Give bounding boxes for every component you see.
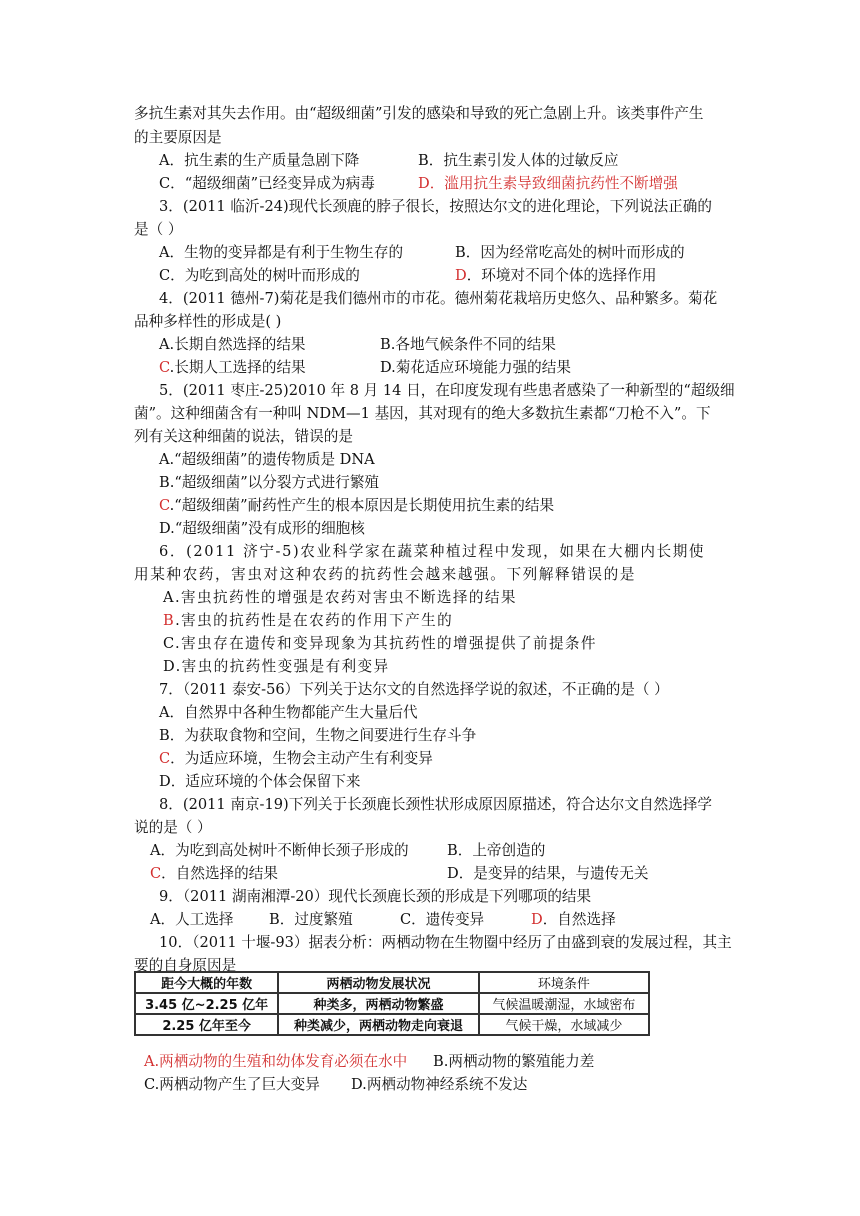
amphibian-development-table	[134, 971, 650, 1036]
q8-option-d: D．是变异的结果，与遗传无关	[447, 865, 649, 882]
intro-option-a: A．抗生素的生产质量急剧下降	[159, 152, 360, 169]
q6-stem-line-2: 用某种农药，害虫对这种农药的抗药性会越来越强。下列解释错误的是	[134, 566, 637, 583]
intro-stem-line-2: 的主要原因是	[134, 129, 222, 146]
q6-option-d: D.害虫的抗药性变强是有利变异	[163, 658, 390, 675]
q6-answer-letter: B	[163, 612, 176, 629]
q8-option-a: A．为吃到高处树叶不断伸长颈子形成的	[150, 842, 409, 859]
intro-stem-line-1: 多抗生素对其失去作用。由“超级细菌”引发的感染和导致的死亡急剧上升。该类事件产生	[134, 105, 704, 122]
intro-option-d-answer: D．滥用抗生素导致细菌抗药性不断增强	[418, 175, 678, 192]
table-header-cell: 环境条件	[479, 972, 649, 993]
q5-option-a: A.“超级细菌”的遗传物质是 DNA	[159, 451, 375, 468]
table-row	[135, 1014, 649, 1035]
q6-stem-line-1: 6．(2011 济宁-5)农业科学家在蔬菜种植过程中发现，如果在大棚内长期使	[159, 543, 706, 560]
q8-option-b: B．上帝创造的	[447, 842, 546, 859]
q3-option-d	[455, 266, 656, 286]
table-cell: 种类多，两栖动物繁盛	[278, 993, 478, 1014]
q5-stem-line-2: 菌”。这种细菌含有一种叫 NDM—1 基因，其对现有的绝大多数抗生素都“刀枪不入”。下	[134, 405, 711, 422]
q7-option-d: D．适应环境的个体会保留下来	[159, 773, 361, 790]
q5-stem-line-3: 列有关这种细菌的说法，错误的是	[134, 428, 353, 445]
q9-option-d-text: ．自然选择	[542, 911, 616, 928]
q7-option-a: A．自然界中各种生物都能产生大量后代	[159, 704, 418, 721]
q6-option-b-text: .害虫的抗药性是在农药的作用下产生的	[175, 612, 454, 629]
q6-option-b	[163, 611, 453, 631]
q8-option-c	[150, 864, 278, 884]
table-cell: 气候干燥，水域减少	[479, 1014, 649, 1035]
q3-option-c: C．为吃到高处的树叶而形成的	[159, 267, 360, 284]
q6-option-c: C.害虫存在遗传和变异现象为其抗药性的增强提供了前提条件	[163, 635, 597, 652]
table-cell: 3.45 亿~2.25 亿年	[135, 993, 278, 1014]
q4-option-a: A.长期自然选择的结果	[159, 336, 306, 353]
q4-stem-line-2: 品种多样性的形成是( )	[134, 313, 282, 330]
q9-option-a: A．人工选择	[150, 911, 234, 928]
q10-option-b: B.两栖动物的繁殖能力差	[433, 1053, 595, 1070]
q9-stem-line-1: 9．（2011 湖南湘潭-20）现代长颈鹿长颈的形成是下列哪项的结果	[159, 888, 592, 905]
q7-answer-letter: C	[159, 750, 171, 767]
q4-option-c	[159, 358, 306, 378]
q10-stem-line-2: 要的自身原因是	[134, 957, 237, 974]
q10-option-c: C.两栖动物产生了巨大变异	[144, 1076, 320, 1093]
q8-answer-letter: C	[150, 865, 162, 882]
q3-stem-line-1: 3．(2011 临沂-24)现代长颈鹿的脖子很长，按照达尔文的进化理论，下列说法正确的	[159, 198, 712, 215]
q4-option-c-text: .长期人工选择的结果	[169, 359, 306, 376]
q9-option-c: C．遗传变异	[400, 911, 485, 928]
intro-option-b: B．抗生素引发人体的过敏反应	[418, 152, 619, 169]
q5-option-d: D.“超级细菌”没有成形的细胞核	[159, 520, 365, 537]
table-header-cell: 两栖动物发展状况	[278, 972, 478, 993]
q7-stem-line-1: 7．（2011 泰安-56）下列关于达尔文的自然选择学说的叙述，不正确的是（ ）	[159, 681, 669, 698]
q9-option-b: B．过度繁殖	[269, 911, 353, 928]
q8-option-c-text: ．自然选择的结果	[161, 865, 278, 882]
q10-answer-letter: A	[144, 1053, 155, 1070]
q9-answer-letter: D	[531, 911, 543, 928]
table-header-cell: 距今大概的年数	[135, 972, 278, 993]
q3-option-a: A．生物的变异都是有利于生物生存的	[159, 244, 404, 261]
q5-option-b: B.“超级细菌”以分裂方式进行繁殖	[159, 474, 380, 491]
q4-option-b: B.各地气候条件不同的结果	[380, 336, 556, 353]
table-cell: 2.25 亿年至今	[135, 1014, 278, 1035]
q5-option-c	[159, 496, 554, 516]
q4-option-d: D.菊花适应环境能力强的结果	[380, 359, 571, 376]
q5-stem-line-1: 5．(2011 枣庄-25)2010 年 8 月 14 日，在印度发现有些患者感染了一种新型的“超级细	[159, 382, 735, 399]
q7-option-b: B．为获取食物和空间，生物之间要进行生存斗争	[159, 727, 477, 744]
q10-option-a	[144, 1052, 407, 1072]
q8-stem-line-1: 8．(2011 南京-19)下列关于长颈鹿长颈性状形成原因原描述，符合达尔文自然选择学	[159, 796, 712, 813]
intro-option-c: C．“超级细菌”已经变异成为病毒	[159, 175, 375, 192]
q9-option-d	[531, 910, 616, 930]
q7-option-c-text: ．为适应环境，生物会主动产生有利变异	[170, 750, 433, 767]
q3-stem-line-2: 是（ ）	[134, 221, 183, 238]
q7-option-c	[159, 749, 433, 769]
q10-stem-line-1: 10．（2011 十堰-93）据表分析：两栖动物在生物圈中经历了由盛到衰的发展过程，其主	[159, 934, 732, 951]
q3-option-d-text: ．环境对不同个体的选择作用	[466, 267, 657, 284]
table-row	[135, 993, 649, 1014]
q3-answer-letter: D	[455, 267, 467, 284]
q5-option-c-text: .“超级细菌”耐药性产生的根本原因是长期使用抗生素的结果	[169, 497, 555, 514]
q3-option-b: B．因为经常吃高处的树叶而形成的	[455, 244, 685, 261]
table-header-row	[135, 972, 649, 993]
q10-option-a-text: .两栖动物的生殖和幼体发育必须在水中	[154, 1053, 408, 1070]
table-cell: 气候温暖潮湿，水域密布	[479, 993, 649, 1014]
q4-answer-letter: C	[159, 359, 170, 376]
q10-option-d: D.两栖动物神经系统不发达	[351, 1076, 528, 1093]
q4-stem-line-1: 4．(2011 德州-7)菊花是我们德州市的市花。德州菊花栽培历史悠久、品种繁多。菊花	[159, 290, 718, 307]
q5-answer-letter: C	[159, 497, 170, 514]
q6-option-a: A.害虫抗药性的增强是农药对害虫不断选择的结果	[163, 589, 517, 606]
table-cell: 种类减少，两栖动物走向衰退	[278, 1014, 478, 1035]
q8-stem-line-2: 说的是（ ）	[134, 819, 212, 836]
